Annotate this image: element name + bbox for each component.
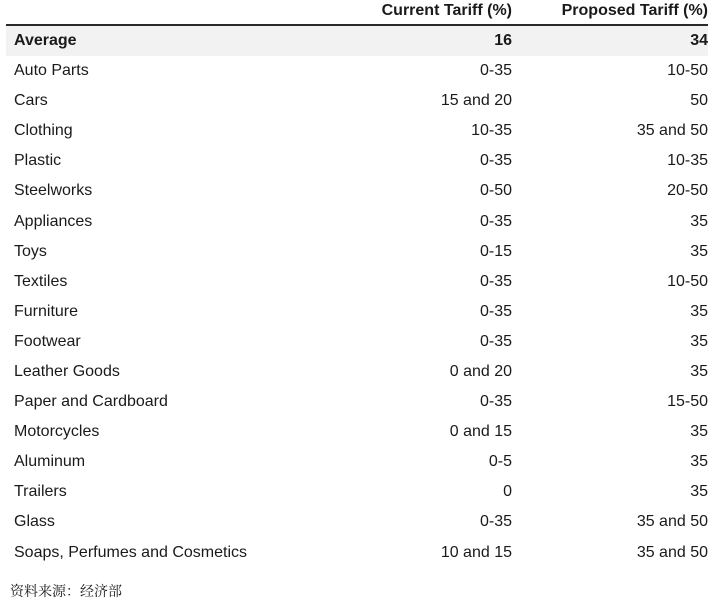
row-current-tariff: 0-35	[479, 272, 512, 290]
table-row	[6, 176, 708, 206]
table-row	[6, 507, 708, 537]
row-proposed-tariff: 35	[690, 332, 708, 350]
table-row	[6, 206, 708, 236]
row-current-tariff: 0 and 20	[449, 362, 512, 380]
row-category: Glass	[14, 513, 55, 531]
table-row	[6, 417, 708, 447]
row-current-tariff: 0-35	[479, 212, 512, 230]
average-proposed: 34	[690, 32, 708, 49]
average-label: Average	[14, 32, 77, 49]
row-proposed-tariff: 20-50	[667, 182, 708, 200]
row-category: Soaps, Perfumes and Cosmetics	[14, 543, 247, 561]
row-current-tariff: 0-50	[479, 182, 512, 200]
row-proposed-tariff: 35	[690, 423, 708, 441]
row-category: Motorcycles	[14, 423, 100, 441]
row-proposed-tariff: 35	[690, 302, 708, 320]
row-category: Furniture	[14, 302, 79, 320]
row-current-tariff: 0-5	[488, 453, 512, 471]
row-current-tariff: 10 and 15	[440, 543, 512, 561]
average-row	[6, 26, 708, 56]
tariff-table	[6, 0, 708, 568]
row-category: Textiles	[14, 272, 68, 290]
row-category: Cars	[14, 92, 48, 110]
row-current-tariff: 0-35	[479, 393, 512, 411]
row-proposed-tariff: 10-50	[667, 62, 708, 80]
table-body	[6, 56, 708, 568]
table-row	[6, 267, 708, 297]
row-proposed-tariff: 35 and 50	[636, 543, 708, 561]
table-row	[6, 237, 708, 267]
table-row	[6, 387, 708, 417]
source-note: 资料来源：经济部	[10, 584, 122, 600]
row-current-tariff: 0-35	[479, 62, 512, 80]
row-current-tariff: 0	[503, 483, 512, 501]
row-category: Plastic	[14, 152, 62, 170]
row-proposed-tariff: 10-35	[667, 152, 708, 170]
row-proposed-tariff: 50	[690, 92, 708, 110]
row-category: Leather Goods	[14, 362, 120, 380]
row-proposed-tariff: 10-50	[667, 272, 708, 290]
row-proposed-tariff: 35	[690, 212, 708, 230]
row-current-tariff: 0-35	[479, 302, 512, 320]
row-category: Paper and Cardboard	[14, 393, 168, 411]
table-row	[6, 538, 708, 568]
table-row	[6, 327, 708, 357]
row-category: Aluminum	[14, 453, 86, 471]
row-current-tariff: 0-35	[479, 513, 512, 531]
row-category: Toys	[14, 242, 47, 260]
row-proposed-tariff: 15-50	[667, 393, 708, 411]
row-proposed-tariff: 35	[690, 242, 708, 260]
row-category: Footwear	[14, 332, 81, 350]
row-proposed-tariff: 35	[690, 483, 708, 501]
row-proposed-tariff: 35	[690, 453, 708, 471]
row-category: Steelworks	[14, 182, 93, 200]
table-row	[6, 56, 708, 86]
table-row	[6, 357, 708, 387]
table-row	[6, 477, 708, 507]
row-current-tariff: 0-15	[479, 242, 512, 260]
average-current: 16	[494, 32, 512, 49]
header-current-tariff: Current Tariff (%)	[381, 2, 512, 19]
row-category: Appliances	[14, 212, 93, 230]
row-current-tariff: 0 and 15	[449, 423, 512, 441]
table-row	[6, 297, 708, 327]
row-current-tariff: 10-35	[471, 122, 512, 140]
row-current-tariff: 0-35	[479, 152, 512, 170]
row-current-tariff: 15 and 20	[440, 92, 512, 110]
table-row	[6, 146, 708, 176]
row-category: Trailers	[14, 483, 67, 501]
row-proposed-tariff: 35	[690, 362, 708, 380]
table-header-row	[6, 0, 708, 26]
table-row	[6, 447, 708, 477]
row-current-tariff: 0-35	[479, 332, 512, 350]
table-row	[6, 116, 708, 146]
row-category: Clothing	[14, 122, 73, 140]
row-category: Auto Parts	[14, 62, 89, 80]
row-proposed-tariff: 35 and 50	[636, 513, 708, 531]
header-proposed-tariff: Proposed Tariff (%)	[561, 2, 708, 19]
table-row	[6, 86, 708, 116]
row-proposed-tariff: 35 and 50	[636, 122, 708, 140]
